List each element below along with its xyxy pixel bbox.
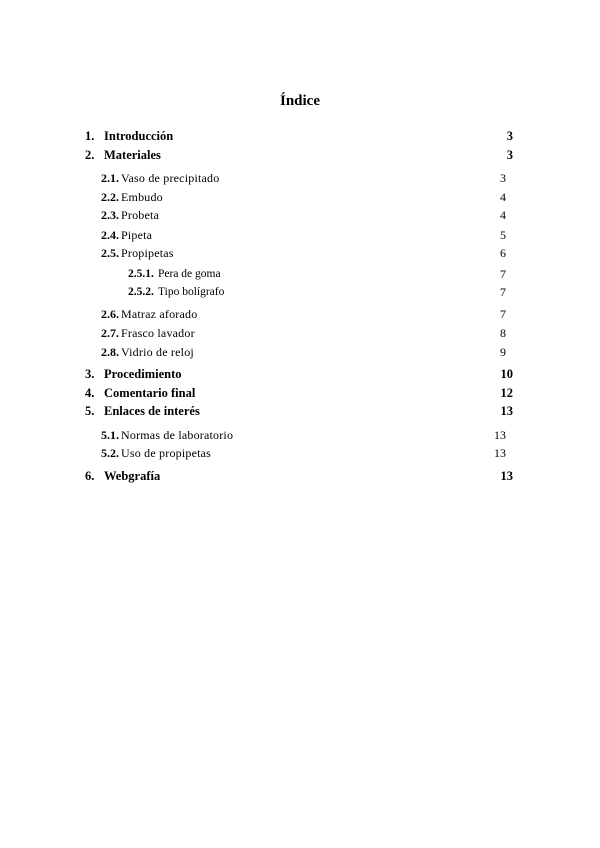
toc-entry-page: 4	[500, 190, 506, 204]
toc-entry	[0, 467, 600, 485]
toc-entry-page: 10	[500, 367, 513, 381]
toc-entry	[0, 188, 600, 206]
toc-entry-label: Webgrafía	[104, 469, 161, 483]
toc-entry-page: 8	[500, 326, 506, 340]
toc-entry-number: 5.2.	[101, 446, 119, 460]
toc-entry-page: 5	[500, 228, 506, 242]
toc-entry-number: 2.1.	[101, 171, 119, 185]
toc-entry-label: Pera de goma	[158, 268, 221, 280]
toc-entry	[0, 283, 600, 301]
toc-entry-page: 7	[500, 307, 506, 321]
toc-entry-label: Introducción	[104, 129, 174, 143]
toc-entry-page: 6	[500, 246, 506, 260]
toc-entry	[0, 444, 600, 462]
toc-entry-label: Procedimiento	[104, 367, 182, 381]
toc-entry-label: Enlaces de interés	[104, 404, 200, 418]
toc-entry-label: Frasco lavador	[121, 326, 195, 340]
toc-entry-page: 3	[500, 171, 506, 185]
toc-entry-label: Probeta	[121, 208, 160, 222]
toc-entry	[0, 206, 600, 224]
toc-entry-number: 5.	[85, 404, 95, 418]
toc-entry-page: 13	[500, 404, 513, 418]
toc-entry-label: Embudo	[121, 190, 163, 204]
toc-entry-label: Tipo bolígrafo	[158, 286, 225, 298]
toc-entry-label: Pipeta	[121, 228, 153, 242]
toc-entry	[0, 402, 600, 420]
toc-entry	[0, 169, 600, 187]
toc-entry-number: 5.1.	[101, 428, 119, 442]
toc-entry-page: 7	[500, 285, 506, 299]
toc-title: Índice	[279, 93, 320, 109]
toc-entry-page: 3	[506, 129, 513, 143]
toc-entry-number: 2.4.	[101, 228, 119, 242]
toc-entry	[0, 426, 600, 444]
toc-entry-number: 2.5.	[101, 246, 119, 260]
toc-entry-label: Vidrio de reloj	[121, 345, 194, 359]
toc-entry-number: 1.	[85, 129, 95, 143]
toc-entry-number: 2.7.	[101, 326, 119, 340]
toc-entry-number: 6.	[85, 469, 95, 483]
toc-entry-number: 4.	[85, 386, 95, 400]
toc-entry-number: 2.3.	[101, 208, 119, 222]
toc-entry-page: 3	[506, 148, 513, 162]
toc-entry	[0, 265, 600, 283]
toc-entry-label: Matraz aforado	[121, 307, 198, 321]
toc-entry-page: 13	[500, 469, 513, 483]
toc-entry	[0, 384, 600, 402]
toc-entry-number: 2.5.2.	[128, 286, 154, 298]
toc-entry-number: 2.2.	[101, 190, 119, 204]
toc-entry	[0, 343, 600, 361]
toc-entry-label: Normas de laboratorio	[121, 428, 234, 442]
toc-entry-page: 13	[494, 446, 506, 460]
toc-entry-page: 9	[500, 345, 506, 359]
toc-entry-page: 4	[500, 208, 506, 222]
toc-entry	[0, 244, 600, 262]
toc-entry-label: Comentario final	[104, 386, 196, 400]
toc-entry	[0, 305, 600, 323]
toc-entry-number: 3.	[85, 367, 95, 381]
toc-entry	[0, 127, 600, 145]
toc-entry-label: Propipetas	[121, 246, 174, 260]
toc-entry-page: 13	[494, 428, 506, 442]
toc-entry	[0, 324, 600, 342]
toc-entry-page: 12	[500, 386, 513, 400]
toc-entry	[0, 226, 600, 244]
toc-entry-number: 2.	[85, 148, 95, 162]
toc-entry-number: 2.5.1.	[128, 268, 154, 280]
toc-entry	[0, 365, 600, 383]
toc-entry-number: 2.8.	[101, 345, 119, 359]
toc-entry-label: Vaso de precipitado	[121, 171, 220, 185]
toc-entry-label: Uso de propipetas	[121, 446, 212, 460]
toc-entry-page: 7	[500, 267, 506, 281]
toc-entry-label: Materiales	[104, 148, 161, 162]
toc-entry-number: 2.6.	[101, 307, 119, 321]
toc-entry	[0, 146, 600, 164]
